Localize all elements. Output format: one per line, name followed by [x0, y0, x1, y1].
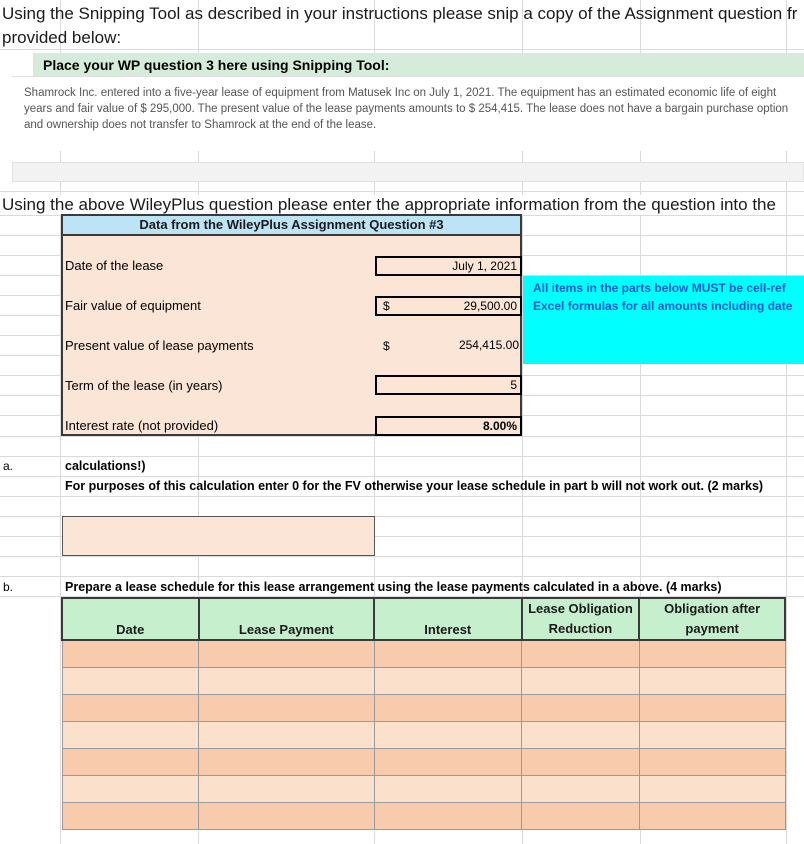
- currency-present-value: $: [383, 339, 390, 353]
- table-cell[interactable]: [374, 668, 522, 695]
- instruction-line-1: Using the Snipping Tool as described in your instructions please snip a copy of the Assignment question fr: [2, 4, 798, 23]
- currency-fair-value: $: [383, 299, 390, 313]
- snip-area-header-label: Place your WP question 3 here using Snipping Tool:: [43, 57, 390, 73]
- table-cell[interactable]: [522, 776, 640, 803]
- label-date-of-lease: Date of the lease: [65, 258, 164, 273]
- table-cell[interactable]: [639, 803, 785, 830]
- table-row: [62, 749, 785, 776]
- question-text: Shamrock Inc. entered into a five-year lease of equipment from Matusek Inc on July 1, 2021. The equipment has an estimated economic life of eight years and fair value of $ 295,000. The present value of the lease payments amounts to $ 254,415. The lease does not have a bargain purchase option and ownership does not transfer to Shamrock at the end of the lease.: [24, 87, 789, 131]
- table-cell[interactable]: [374, 803, 522, 830]
- table-cell[interactable]: [639, 776, 785, 803]
- snip-placeholder-strip[interactable]: [12, 162, 804, 182]
- label-interest-rate: Interest rate (not provided): [65, 418, 219, 433]
- label-term: Term of the lease (in years): [65, 378, 223, 393]
- table-cell[interactable]: [639, 722, 785, 749]
- data-table-title: Data from the WileyPlus Assignment Question #3: [61, 214, 522, 236]
- table-cell[interactable]: [522, 803, 640, 830]
- table-cell[interactable]: [522, 668, 640, 695]
- data-table-panel: [61, 214, 522, 436]
- table-cell[interactable]: [62, 640, 199, 668]
- input-fair-value[interactable]: 29,500.00: [375, 296, 522, 316]
- table-cell[interactable]: [522, 722, 640, 749]
- table-cell[interactable]: [62, 803, 199, 830]
- table-row: [62, 722, 785, 749]
- col-header-obligation-reduction: Lease Obligation Reduction: [522, 598, 640, 640]
- label-fair-value: Fair value of equipment: [65, 298, 201, 313]
- table-cell[interactable]: [199, 776, 374, 803]
- table-cell[interactable]: [199, 749, 374, 776]
- lease-schedule-header-row: [62, 598, 785, 640]
- table-cell[interactable]: [199, 722, 374, 749]
- snipped-question-image[interactable]: [12, 76, 804, 151]
- snip-area-header: [33, 53, 804, 77]
- part-a-line-2: For purposes of this calculation enter 0 for the FV otherwise your lease schedule in part b will not work out. (2 marks): [65, 479, 764, 493]
- note-line-1: All items in the parts below MUST be cell-ref: [533, 281, 786, 295]
- col-header-interest: Interest: [374, 598, 522, 640]
- table-cell[interactable]: [639, 640, 785, 668]
- table-cell[interactable]: [639, 668, 785, 695]
- table-row: [62, 640, 785, 668]
- table-row: [62, 668, 785, 695]
- part-a-marker: a.: [3, 459, 14, 473]
- table-row: [62, 803, 785, 830]
- table-cell[interactable]: [62, 776, 199, 803]
- table-cell[interactable]: [199, 695, 374, 722]
- table-cell[interactable]: [374, 695, 522, 722]
- table-cell[interactable]: [62, 695, 199, 722]
- table-cell[interactable]: [374, 749, 522, 776]
- table-row: [62, 776, 785, 803]
- note-box: [523, 276, 804, 364]
- input-present-value[interactable]: 254,415.00: [458, 338, 519, 352]
- col-header-date: Date: [62, 598, 199, 640]
- input-interest-rate[interactable]: 8.00%: [375, 416, 522, 436]
- table-cell[interactable]: [639, 695, 785, 722]
- table-cell[interactable]: [199, 668, 374, 695]
- table-cell[interactable]: [62, 668, 199, 695]
- table-cell[interactable]: [522, 640, 640, 668]
- table-cell[interactable]: [522, 695, 640, 722]
- label-present-value: Present value of lease payments: [65, 338, 254, 353]
- table-cell[interactable]: [522, 749, 640, 776]
- part-a-line-1: calculations!): [65, 459, 146, 473]
- part-b-instructions: Prepare a lease schedule for this lease arrangement using the lease payments calculated in a above. (4 marks): [65, 580, 722, 594]
- table-cell[interactable]: [639, 749, 785, 776]
- input-date-of-lease[interactable]: July 1, 2021: [375, 256, 522, 276]
- table-cell[interactable]: [374, 640, 522, 668]
- table-cell[interactable]: [374, 776, 522, 803]
- table-cell[interactable]: [199, 640, 374, 668]
- table-cell[interactable]: [199, 803, 374, 830]
- lease-schedule-table: [61, 597, 786, 830]
- table-cell[interactable]: [62, 749, 199, 776]
- table-row: [62, 695, 785, 722]
- part-a-answer-cell[interactable]: [62, 516, 375, 556]
- instruction-line-2: provided below:: [2, 28, 122, 47]
- note-line-2: Excel formulas for all amounts including date: [533, 299, 793, 313]
- col-header-lease-payment: Lease Payment: [199, 598, 374, 640]
- instruction-line-3: Using the above WileyPlus question please enter the appropriate information from the question into the: [2, 195, 776, 214]
- table-cell[interactable]: [62, 722, 199, 749]
- col-header-obligation-after: Obligation after payment: [639, 598, 785, 640]
- input-term[interactable]: 5: [375, 375, 522, 395]
- table-cell[interactable]: [374, 722, 522, 749]
- part-b-marker: b.: [3, 580, 14, 594]
